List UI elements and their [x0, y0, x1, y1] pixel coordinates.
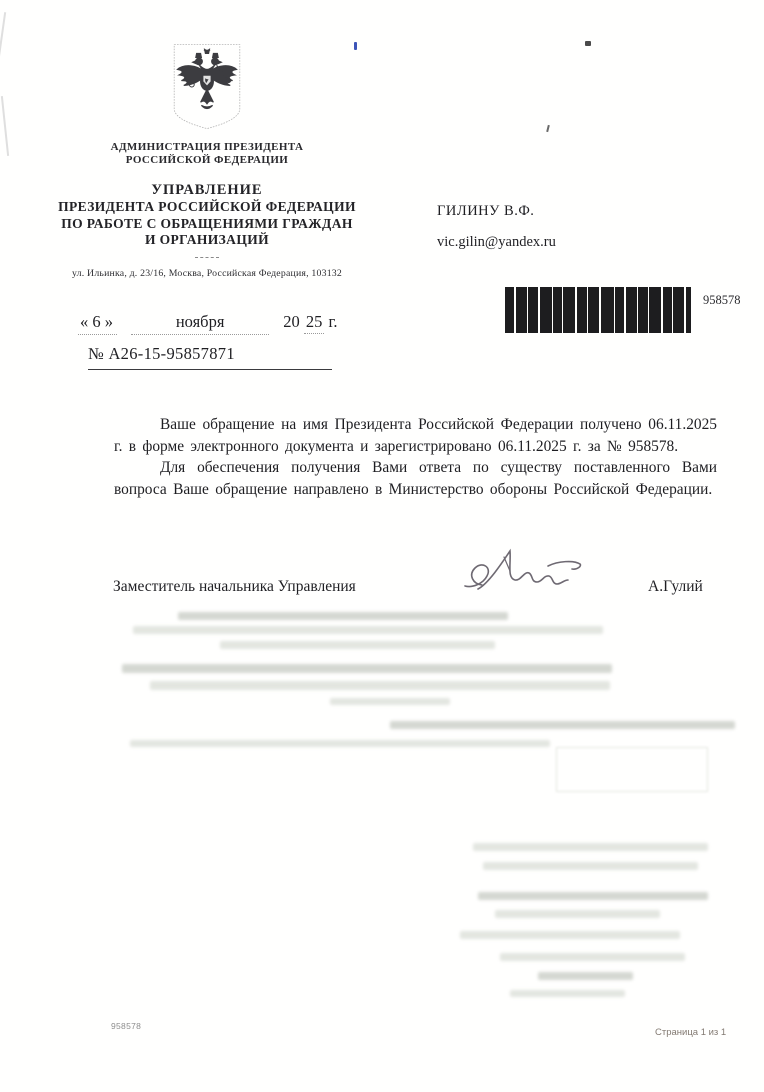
date-year: 25 [304, 312, 325, 334]
scan-scratch [0, 12, 6, 58]
barcode-bar [601, 287, 614, 333]
bleedthrough-line [178, 612, 508, 620]
bleedthrough-line [130, 740, 550, 747]
letterhead [58, 43, 356, 279]
bleedthrough-line [500, 953, 685, 961]
scan-speck-blue [354, 42, 357, 50]
dept-name-line4: И ОРГАНИЗАЦИЙ [144, 232, 270, 247]
barcode-number: 958578 [703, 293, 741, 307]
body-paragraph-2: Для обеспечения получения Вами ответа по существу поставленного Вами вопроса Ваше обращение направлено в Министерство обороны Российской Федерации. [114, 459, 717, 498]
barcode-bar [673, 287, 684, 333]
scan-speck [546, 125, 550, 132]
signer-name: А.Гулий [648, 578, 703, 595]
barcode-bar [563, 287, 575, 333]
bleedthrough-box [556, 747, 708, 792]
dept-name-line1: УПРАВЛЕНИЕ [151, 182, 263, 198]
bleedthrough-line [478, 892, 708, 900]
signer-title: Заместитель начальника Управления [113, 578, 356, 595]
bleedthrough-line [390, 721, 735, 729]
body-paragraph-1: Ваше обращение на имя Президента Российской Федерации получено 06.11.2025 г. в форме электронного документа и зарегистрировано 06.11.2025 г. за № 958578. [114, 416, 717, 455]
barcode-bar [588, 287, 599, 333]
handwritten-signature-icon [452, 545, 586, 612]
bleedthrough-line [150, 681, 610, 690]
barcode-bar [663, 287, 672, 333]
barcode-bar [686, 287, 691, 333]
russian-coat-of-arms-icon [58, 43, 356, 131]
document-barcode-icon [505, 287, 691, 333]
barcode-bar [553, 287, 562, 333]
letterhead-divider [195, 257, 219, 258]
bleedthrough-line [483, 862, 698, 870]
org-name-line1: АДМИНИСТРАЦИЯ ПРЕЗИДЕНТА [110, 141, 304, 153]
date-day: « 6 » [78, 312, 117, 335]
barcode-bar [528, 287, 538, 333]
scan-speck [585, 41, 591, 46]
barcode-bar [649, 287, 661, 333]
date-suffix: г. [328, 312, 338, 331]
bleedthrough-line [473, 843, 708, 851]
registration-number: № А26-15-95857871 [88, 344, 332, 370]
footer-doc-number: 958578 [111, 1021, 142, 1031]
barcode-bar [540, 287, 552, 333]
barcode-bar [638, 287, 648, 333]
footer-page-label: Страница 1 из 1 [655, 1027, 727, 1038]
addressee-email: vic.gilin@yandex.ru [437, 234, 556, 250]
org-name-line2: РОССИЙСКОЙ ФЕДЕРАЦИИ [125, 153, 289, 166]
bleedthrough-line [122, 664, 612, 673]
barcode-bar [516, 287, 527, 333]
bleedthrough-line [510, 990, 625, 997]
bleedthrough-line [460, 931, 680, 939]
bleedthrough-line [220, 641, 495, 649]
barcode-bar [615, 287, 624, 333]
addressee-name: ГИЛИНУ В.Ф. [437, 203, 535, 219]
barcode-bar [577, 287, 587, 333]
barcode-bar [505, 287, 514, 333]
dept-name-line3: ПО РАБОТЕ С ОБРАЩЕНИЯМИ ГРАЖДАН [61, 215, 353, 231]
letterhead-address: ул. Ильинка, д. 23/16, Москва, Российская Федерация, 103132 [71, 267, 342, 279]
bleedthrough-line [538, 972, 633, 980]
barcode-bar [626, 287, 637, 333]
bleedthrough-line [133, 626, 603, 634]
date-line [78, 312, 338, 335]
letter-body [114, 414, 717, 500]
date-month: ноября [131, 312, 269, 335]
bleedthrough-line [495, 910, 660, 918]
date-century: 20 [283, 312, 300, 331]
scan-scratch [1, 96, 9, 156]
bleedthrough-line [330, 698, 450, 705]
dept-name-line2: ПРЕЗИДЕНТА РОССИЙСКОЙ ФЕДЕРАЦИИ [58, 199, 356, 214]
